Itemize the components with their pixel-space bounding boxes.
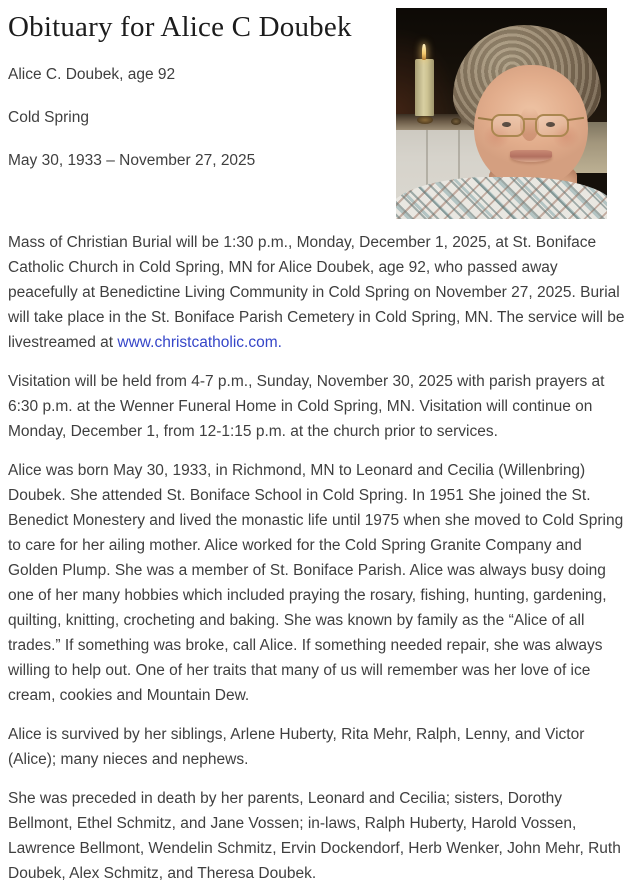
page-title: Obituary for Alice C Doubek xyxy=(8,11,352,43)
location-line: Cold Spring xyxy=(8,108,89,126)
dates-line: May 30, 1933 – November 27, 2025 xyxy=(8,151,256,169)
service-text: Mass of Christian Burial will be 1:30 p.m., Monday, December 1, 2025, at St. Boniface Catholic Church in Cold Spring, MN for Alice Doubek, age 92, who passed away peacefully at Benedictine Living Community in Cold Spring on November 27, 2025. Burial will take place in the St. Boniface Parish Cemetery in Cold Spring, MN. The service will be livestreamed at xyxy=(8,233,625,351)
glasses-left-lens xyxy=(491,114,525,137)
glasses-bridge xyxy=(524,118,537,120)
livestream-link[interactable]: www.christcatholic.com. xyxy=(117,333,282,351)
glasses xyxy=(396,8,607,219)
glasses-right-temple xyxy=(567,117,584,121)
obituary-paragraph-biography: Alice was born May 30, 1933, in Richmond, MN to Leonard and Cecilia (Willenbring) Doubek. She attended St. Boniface School in Cold Spring. In 1951 She joined the St. Benedict Monestery and lived the monastic life until 1975 when she moved to Cold Spring to care for her ailing mother. Alice worked for the Cold Spring Granite Company and Golden Plump. She was a member of St. Boniface Parish. Alice was always busy doing one of her many hobbies which included praying the rosary, fishing, hunting, gardening, quilting, knitting, crocheting and baking. She was known by family as the “Alice of all trades.” If something was broke, call Alice. If something needed repair, she was always willing to help out. One of her traits that many of us will remember was her love of ice cream, cookies and Mountain Dew. xyxy=(8,461,624,704)
portrait-photo xyxy=(396,8,607,219)
deceased-name-line: Alice C. Doubek, age 92 xyxy=(8,65,176,83)
obituary-body xyxy=(8,230,630,886)
obituary-paragraph-survivors: Alice is survived by her siblings, Arlene Huberty, Rita Mehr, Ralph, Lenny, and Victor (Alice); many nieces and nephews. xyxy=(8,725,585,768)
obituary-paragraph-visitation: Visitation will be held from 4-7 p.m., Sunday, November 30, 2025 with parish prayers at 6:30 p.m. at the Wenner Funeral Home in Cold Spring, MN. Visitation will continue on Monday, December 1, from 12-1:15 p.m. at the church prior to services. xyxy=(8,372,605,440)
glasses-left-temple xyxy=(478,117,493,121)
obituary-paragraph-service xyxy=(8,230,630,355)
glasses-right-lens xyxy=(535,114,569,137)
obituary-paragraph-preceded: She was preceded in death by her parents, Leonard and Cecilia; sisters, Dorothy Bellmont, Ethel Schmitz, and Jane Vossen; in-laws, Ralph Huberty, Harold Vossen, Lawrence Bellmont, Wendelin Schmitz, Ervin Dockendorf, Herb Wenker, John Mehr, Ruth Doubek, Alex Schmitz, and Theresa Doubek. xyxy=(8,789,621,882)
